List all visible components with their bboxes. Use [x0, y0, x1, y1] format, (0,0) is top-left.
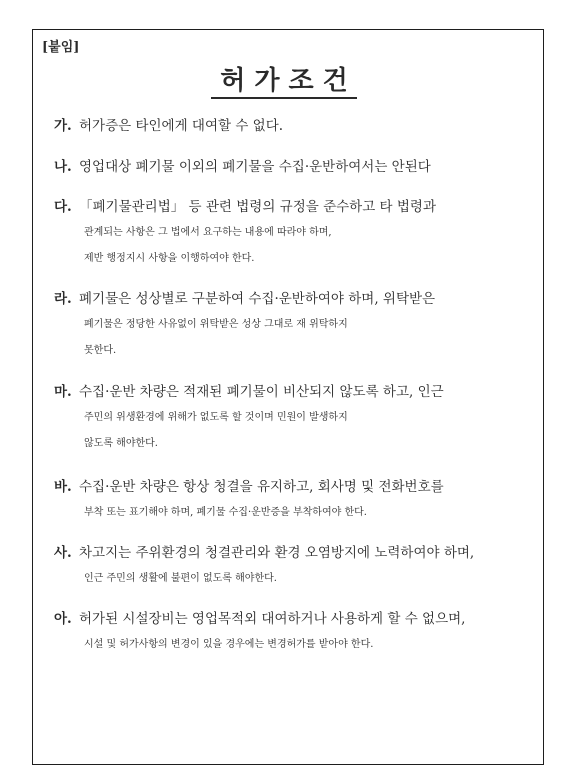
condition-marker: 마.: [54, 384, 72, 400]
condition-text: [79, 474, 540, 526]
condition-text: [79, 286, 540, 364]
condition-text: [79, 379, 540, 457]
condition-line: 수집·운반 차량은 적재된 폐기물이 비산되지 않도록 하고, 인근: [79, 384, 444, 400]
condition-text: [79, 540, 540, 592]
condition-line: 폐기물은 정당한 사유없이 위탁받은 성상 그대로 재 위탁하지: [84, 319, 348, 330]
condition-line: 관계되는 사항은 그 법에서 요구하는 내용에 따라야 하며,: [84, 227, 332, 238]
condition-text: [79, 194, 540, 272]
conditions-list: [54, 113, 540, 658]
condition-line: 제반 행정지시 사항을 이행하여야 한다.: [84, 253, 255, 264]
condition-marker: 가.: [54, 118, 72, 134]
condition-marker: 바.: [54, 479, 72, 495]
condition-item: [54, 194, 540, 272]
condition-line: 허가증은 타인에게 대여할 수 없다.: [79, 118, 284, 134]
condition-line: 「폐기물관리법」 등 관련 법령의 규정을 준수하고 타 법령과: [79, 199, 436, 215]
condition-line: 영업대상 폐기물 이외의 폐기물을 수집·운반하여서는 안된다: [79, 159, 431, 175]
condition-item: [54, 606, 540, 658]
condition-marker: 나.: [54, 159, 72, 175]
document-title: 허가조건: [211, 66, 356, 99]
condition-text: [79, 113, 540, 139]
condition-line: 않도록 해야한다.: [84, 438, 158, 449]
condition-marker: 라.: [54, 291, 72, 307]
condition-marker: 다.: [54, 199, 72, 215]
condition-line: 부착 또는 표기해야 하며, 폐기물 수집·운반증을 부착하여야 한다.: [84, 507, 367, 518]
condition-item: [54, 154, 540, 180]
condition-line: 허가된 시설장비는 영업목적외 대여하거나 사용하게 할 수 없으며,: [79, 611, 466, 627]
condition-marker: 아.: [54, 611, 72, 627]
document-title-wrap: [0, 60, 568, 97]
condition-text: [79, 606, 540, 658]
condition-line: 인근 주민의 생활에 불편이 없도록 해야한다.: [84, 573, 277, 584]
condition-item: [54, 474, 540, 526]
condition-line: 차고지는 주위환경의 청결관리와 환경 오염방지에 노력하여야 하며,: [79, 545, 475, 561]
condition-line: 못한다.: [84, 345, 117, 356]
condition-item: [54, 113, 540, 139]
condition-line: 수집·운반 차량은 항상 청결을 유지하고, 회사명 및 전화번호를: [79, 479, 444, 495]
condition-text: [79, 154, 540, 180]
condition-line: 폐기물은 성상별로 구분하여 수집·운반하여야 하며, 위탁받은: [79, 291, 436, 307]
condition-item: [54, 379, 540, 457]
condition-item: [54, 286, 540, 364]
condition-marker: 사.: [54, 545, 72, 561]
condition-item: [54, 540, 540, 592]
condition-line: 시설 및 허가사항의 변경이 있을 경우에는 변경허가를 받아야 한다.: [84, 639, 374, 650]
condition-line: 주민의 위생환경에 위해가 없도록 할 것이며 민원이 발생하지: [84, 412, 348, 423]
attachment-tag: [붙임]: [42, 40, 80, 55]
